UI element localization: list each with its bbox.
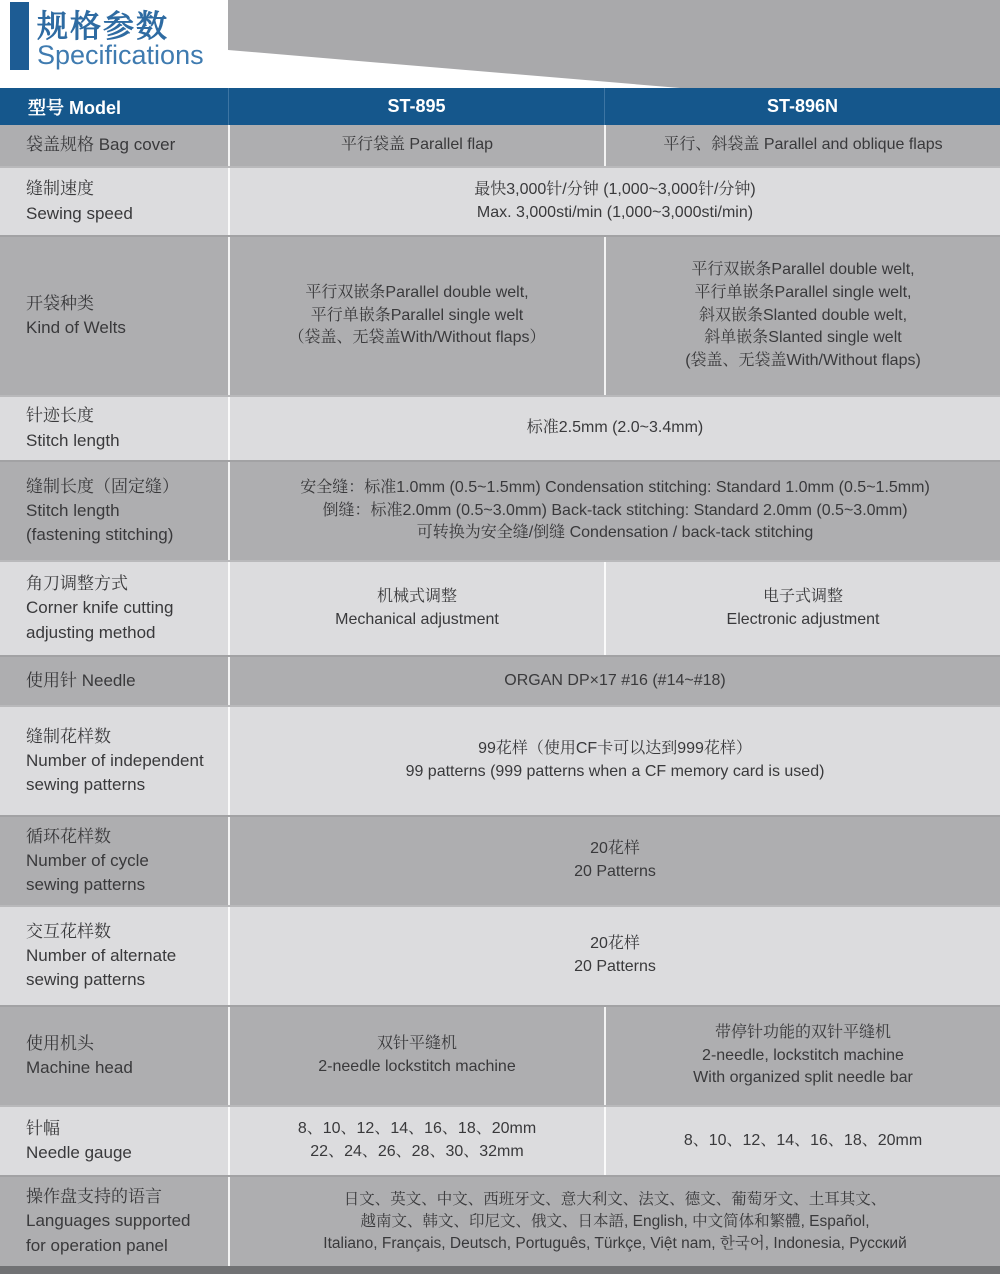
table-row <box>0 1105 1000 1175</box>
label-line: 使用机头 <box>26 1033 94 1053</box>
header-cell-st-896n: ST-896N <box>604 88 1000 125</box>
label-line: Languages supported <box>26 1211 191 1231</box>
spec-value-cell <box>604 1107 1000 1175</box>
label-line: 循环花样数 <box>26 826 111 846</box>
spec-value-cell <box>228 397 1000 460</box>
row-label <box>0 817 228 905</box>
value-line: 8、10、12、14、16、18、20mm <box>297 1120 537 1138</box>
spec-value-cell <box>228 1107 604 1175</box>
spec-value-cell <box>228 1007 604 1105</box>
label-line: Sewing speed <box>26 203 133 223</box>
value-line: 平行单嵌条Parallel single welt, <box>694 283 912 301</box>
value-line: 2-needle lockstitch machine <box>318 1058 516 1075</box>
row-label <box>0 462 228 560</box>
value-line: 斜双嵌条Slanted double welt, <box>698 306 908 324</box>
value-line: 斜单嵌条Slanted single welt <box>704 329 902 347</box>
spec-value-cell <box>228 817 1000 905</box>
label-line: 交互花样数 <box>26 921 111 941</box>
row-label <box>0 125 228 166</box>
table-row <box>0 905 1000 1005</box>
value-line: 20 Patterns <box>574 958 656 975</box>
label-line: 缝制花样数 <box>26 726 111 746</box>
label-line: sewing patterns <box>26 970 146 990</box>
label-line: adjusting method <box>26 622 156 642</box>
label-line: 袋盖规格 Bag cover <box>26 135 176 155</box>
page-title-en: Specifications <box>37 40 204 70</box>
title-accent-bar <box>10 2 29 70</box>
value-line: 最快3,000针/分钟 (1,000~3,000针/分钟) <box>474 180 756 198</box>
spec-table <box>0 88 1000 1274</box>
label-line: 开袋种类 <box>26 293 94 313</box>
value-line: 20花样 <box>590 935 640 953</box>
label-line: Stitch length <box>26 430 120 450</box>
value-line: 平行双嵌条Parallel double welt, <box>691 261 915 279</box>
spec-value-cell <box>228 462 1000 560</box>
spec-value-cell <box>228 907 1000 1005</box>
value-line: Max. 3,000sti/min (1,000~3,000sti/min) <box>476 203 754 221</box>
label-line: 针幅 <box>26 1118 60 1138</box>
label-line: Number of cycle <box>26 850 149 870</box>
spec-value-cell <box>228 1177 1000 1266</box>
value-line: With organized split needle bar <box>693 1069 913 1087</box>
label-line: Stitch length <box>26 500 120 520</box>
spec-table-body <box>0 125 1000 1266</box>
spec-value-cell <box>604 562 1000 655</box>
value-line: 机械式调整 <box>376 587 457 605</box>
title-band <box>0 0 1000 88</box>
table-row <box>0 560 1000 655</box>
row-label <box>0 657 228 705</box>
value-line: 平行单嵌条Parallel single welt <box>310 306 524 324</box>
value-line: 电子式调整 <box>762 587 843 605</box>
value-line: 20花样 <box>590 840 640 858</box>
row-label <box>0 237 228 395</box>
label-line: 缝制长度（固定缝） <box>26 476 179 496</box>
row-label <box>0 1007 228 1105</box>
label-line: 针迹长度 <box>26 406 94 426</box>
label-line: 操作盘支持的语言 <box>26 1187 162 1207</box>
table-row <box>0 705 1000 815</box>
label-line: Number of independent <box>26 750 204 770</box>
value-line: 带停针功能的双针平缝机 <box>714 1023 891 1041</box>
spec-value-cell <box>604 125 1000 166</box>
value-line: 可转换为安全缝/倒缝 Condensation / back-tack stitching <box>416 524 814 542</box>
table-row <box>0 655 1000 705</box>
value-line: （袋盖、无袋盖With/Without flaps） <box>288 329 546 347</box>
value-line: 22、24、26、28、30、32mm <box>310 1143 524 1160</box>
label-line: 使用针 Needle <box>26 670 136 690</box>
label-line: (fastening stitching) <box>26 525 174 545</box>
spec-value-cell <box>228 562 604 655</box>
value-line: 倒缝：标准2.0mm (0.5~3.0mm) Back-tack stitching: Standard 2.0mm (0.5~3.0mm) <box>322 501 908 519</box>
header-cell-model: 型号 Model <box>28 97 121 118</box>
table-row <box>0 235 1000 395</box>
row-label <box>0 1107 228 1175</box>
label-line: sewing patterns <box>26 775 146 795</box>
label-line: Number of alternate <box>26 945 177 965</box>
value-line: 99花样（使用CF卡可以达到999花样） <box>478 740 752 758</box>
label-line: Kind of Welts <box>26 318 126 337</box>
label-line: 缝制速度 <box>26 179 94 199</box>
label-line: Corner knife cutting <box>26 598 174 618</box>
table-row <box>0 460 1000 560</box>
value-line: 平行双嵌条Parallel double welt, <box>305 283 529 301</box>
page-title-zh: 规格参数 <box>37 9 169 44</box>
table-header-row <box>0 88 1000 125</box>
row-label <box>0 562 228 655</box>
header-cell-st-895: ST-895 <box>228 88 604 125</box>
row-label <box>0 397 228 460</box>
value-line: 越南文、韩文、印尼文、俄文、日本語, English, 中文简体和繁體, Español, <box>360 1212 870 1230</box>
row-label <box>0 1177 228 1266</box>
label-line: Machine head <box>26 1058 133 1077</box>
spec-value-cell <box>604 1007 1000 1105</box>
value-line: 20 Patterns <box>574 863 656 880</box>
value-line: 2-needle, lockstitch machine <box>702 1046 904 1064</box>
row-label <box>0 707 228 815</box>
row-label <box>0 168 228 235</box>
table-row <box>0 125 1000 166</box>
value-line: 99 patterns (999 patterns when a CF memory card is used) <box>405 763 825 780</box>
value-line: Electronic adjustment <box>726 610 880 628</box>
label-line: sewing patterns <box>26 875 146 895</box>
value-line: ORGAN DP×17 #16 (#14~#18) <box>504 671 726 689</box>
spec-value-cell <box>228 237 604 395</box>
spec-value-cell <box>228 125 604 166</box>
row-label <box>0 907 228 1005</box>
value-line: Italiano, Français, Deutsch, Português, Türkçe, Việt nam, 한국어, Indonesia, Русский <box>323 1234 907 1252</box>
table-row <box>0 395 1000 460</box>
table-row <box>0 166 1000 235</box>
label-line: Needle gauge <box>26 1143 132 1162</box>
spec-value-cell <box>228 657 1000 705</box>
spec-value-cell <box>228 707 1000 815</box>
value-line: 平行袋盖 Parallel flap <box>340 136 494 154</box>
value-line: 平行、斜袋盖 Parallel and oblique flaps <box>663 136 943 154</box>
value-line: 双针平缝机 <box>376 1035 457 1053</box>
value-line: Mechanical adjustment <box>335 610 499 628</box>
label-line: 角刀调整方式 <box>26 574 128 594</box>
table-row <box>0 1005 1000 1105</box>
value-line: 安全缝：标准1.0mm (0.5~1.5mm) Condensation stitching: Standard 1.0mm (0.5~1.5mm) <box>300 478 930 496</box>
label-line: for operation panel <box>26 1235 168 1255</box>
value-line: 标准2.5mm (2.0~3.4mm) <box>526 419 704 437</box>
value-line: 日文、英文、中文、西班牙文、意大利文、法文、德文、葡萄牙文、土耳其文、 <box>343 1190 887 1208</box>
table-row <box>0 815 1000 905</box>
value-line: (袋盖、无袋盖With/Without flaps) <box>685 352 921 370</box>
spec-value-cell <box>604 237 1000 395</box>
spec-value-cell <box>228 168 1000 235</box>
value-line: 8、10、12、14、16、18、20mm <box>683 1131 923 1149</box>
table-row <box>0 1175 1000 1266</box>
